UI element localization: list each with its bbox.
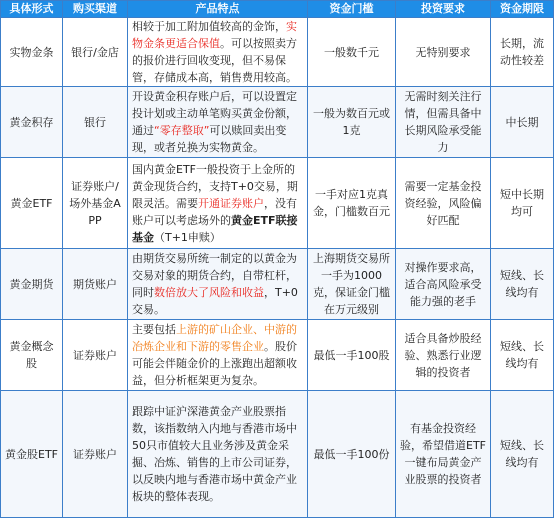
cell-channel: 证券账户	[63, 320, 128, 391]
feature-text: 国内黄金ETF一般投资于上金所的黄金现货合约，支持T+0交易，期限灵活。需要	[132, 162, 298, 210]
cell-threshold: 一手对应1克真金，门槛数百元	[308, 158, 396, 249]
header-requirement: 投资要求	[396, 1, 491, 18]
feature-highlight: 数倍放大了风险和收益	[154, 286, 264, 299]
table-row	[1, 18, 554, 87]
feature-text: ，T+0交易。	[132, 286, 298, 316]
feature-highlight: 黄金ETF联接基金	[132, 213, 298, 244]
cell-features	[128, 249, 308, 320]
cell-requirement: 对操作要求高，适合高风险承受能力强的老手	[396, 249, 491, 320]
cell-period: 长期，流动性较差	[491, 18, 554, 87]
cell-form: 实物金条	[1, 18, 63, 87]
cell-channel: 银行/金店	[63, 18, 128, 87]
table-row	[1, 158, 554, 249]
feature-text: 由期货交易所统一制定的以黄金为交易对象的期货合约，自带杠杆，同时	[132, 252, 297, 299]
cell-threshold: 最低一手100份	[308, 391, 396, 518]
cell-threshold: 最低一手100股	[308, 320, 396, 391]
cell-features	[128, 320, 308, 391]
cell-threshold: 上海期货交易所一手为1000克，保证金门槛在万元级别	[308, 249, 396, 320]
cell-features	[128, 158, 308, 249]
cell-requirement: 需要一定基金投资经验，风险偏好匹配	[396, 158, 491, 249]
cell-form: 黄金ETF	[1, 158, 63, 249]
cell-channel: 银行	[63, 87, 128, 158]
feature-text: 主要包括	[132, 323, 176, 336]
feature-text: 可以赎回卖出变现，或者兑换为实物黄金。	[132, 124, 287, 154]
feature-text: 跟踪中证沪深港黄金产业股票指数，该指数纳入内地与香港市场中50只市值较大且业务涉及黄金采掘、冶炼、销售的上市公司证券，以反映内地与香港市场中黄金产业板块的整体表现。	[132, 405, 297, 503]
cell-requirement: 无特别要求	[396, 18, 491, 87]
feature-text: 。股价可能会伴随金价的上涨跑出超额收益，但分析框架更为复杂。	[132, 340, 297, 387]
table-row	[1, 87, 554, 158]
feature-highlight: 上游的矿山企业、中游的冶炼企业和下游的零售企业	[132, 323, 297, 353]
cell-period: 短中长期均可	[491, 158, 554, 249]
cell-form: 黄金期货	[1, 249, 63, 320]
feature-text: 。可以按照卖方的报价进行回收变现，但不易保管，存储成本高，销售费用较高。	[132, 37, 297, 84]
cell-form: 黄金积存	[1, 87, 63, 158]
cell-period: 短线、长线均有	[491, 249, 554, 320]
header-period: 资金期限	[491, 1, 554, 18]
cell-channel: 证券账户/场外基金APP	[63, 158, 128, 249]
cell-features	[128, 87, 308, 158]
cell-period: 短线、长线均有	[491, 391, 554, 518]
cell-requirement: 无需时刻关注行情，但需具备中长期风险承受能力	[396, 87, 491, 158]
feature-highlight: 实物金条更适合保值	[132, 20, 297, 50]
cell-requirement: 有基金投资经验，希望借道ETF一键布局黄金产业股票的投资者	[396, 391, 491, 518]
feature-text: 相较于加工附加值较高的金饰，	[132, 20, 286, 33]
cell-features	[128, 391, 308, 518]
table-row	[1, 320, 554, 391]
feature-text: （T+1申赎）	[154, 230, 221, 244]
table-row	[1, 391, 554, 518]
feature-highlight: “零存整取”	[154, 124, 210, 137]
cell-period: 中长期	[491, 87, 554, 158]
feature-text: 开设黄金积存账户后，可以设置定投计划或主动单笔购买黄金份额，通过	[132, 90, 297, 137]
cell-period: 短线、长线均有	[491, 320, 554, 391]
table-row	[1, 249, 554, 320]
header-row	[1, 1, 554, 18]
cell-threshold: 一般数千元	[308, 18, 396, 87]
cell-channel: 证券账户	[63, 391, 128, 518]
header-features: 产品特点	[128, 1, 308, 18]
header-form: 具体形式	[1, 1, 63, 18]
cell-requirement: 适合具备炒股经验、熟悉行业逻辑的投资者	[396, 320, 491, 391]
feature-highlight: 开通证券账户	[198, 196, 264, 210]
header-channel: 购买渠道	[63, 1, 128, 18]
cell-form: 黄金概念股	[1, 320, 63, 391]
cell-features	[128, 18, 308, 87]
cell-form: 黄金股ETF	[1, 391, 63, 518]
cell-threshold: 一般为数百元或1克	[308, 87, 396, 158]
feature-text: ，没有账户可以考虑场外的	[132, 196, 297, 227]
header-threshold: 资金门槛	[308, 1, 396, 18]
cell-channel: 期货账户	[63, 249, 128, 320]
